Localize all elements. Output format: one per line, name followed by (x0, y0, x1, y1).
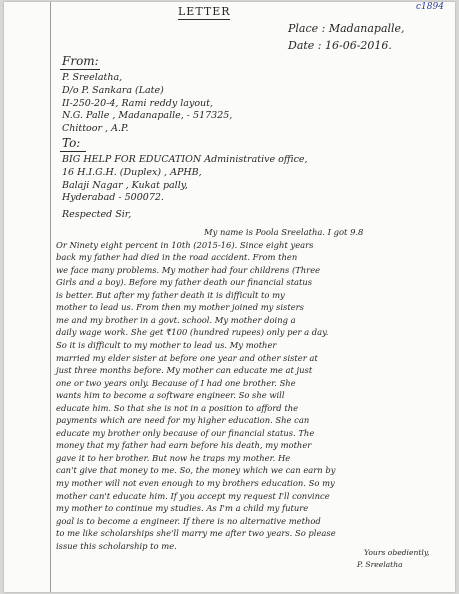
body-line: mother can't educate him. If you accept my request I'll convince (56, 490, 330, 501)
from-address-line: D/o P. Sankara (Late) (62, 84, 164, 96)
body-line: goal is to become a engineer. If there is no alternative method (56, 515, 321, 526)
body-line: My name is Poola Sreelatha. I got 9.8 (204, 227, 364, 237)
body-line: educate my brother only because of our financial status. The (56, 427, 315, 438)
to-address-line: Balaji Nagar , Kukat pally, (62, 179, 188, 191)
body-line: Or Ninety eight percent in 10th (2015-16). Since eight years (56, 239, 314, 250)
date-line: Date : 16-06-2016. (288, 39, 392, 52)
from-address-line: II-250-20-4, Rami reddy layout, (62, 97, 213, 109)
to-address-line: Hyderabad - 500072. (62, 192, 164, 204)
body-line: back my father had died in the road accident. From then (56, 252, 298, 263)
place-line: Place : Madanapalle, (288, 22, 405, 35)
salutation: Respected Sir, (62, 209, 132, 220)
body-line: money that my father had earn before his death, my mother (56, 440, 312, 451)
margin-line (50, 2, 51, 592)
signature: P. Sreelatha (357, 560, 403, 569)
from-address-line: Chittoor , A.P. (62, 123, 129, 135)
body-line: payments which are need for my higher education. She can (56, 415, 310, 426)
to-heading: To: (62, 136, 81, 150)
body-line: daily wage work. She get ₹100 (hundred rupees) only per a day. (56, 327, 329, 338)
body-line: my mother will not even enough to my brothers education. So my (56, 478, 335, 488)
body-line: issue this scholarship to me. (56, 540, 177, 551)
body-line: gave it to her brother. But now he traps my mother. He (56, 452, 291, 463)
body-line: just three months before. My mother can educate me at just (56, 365, 313, 376)
to-underline (60, 151, 86, 152)
to-address-line: BIG HELP FOR EDUCATION Administrative office, (62, 154, 308, 165)
letter-page (4, 2, 455, 592)
body-line: wants him to become a software engineer. So she will (56, 390, 285, 401)
body-line: can't give that money to me. So, the money which we can earn by (56, 465, 336, 476)
corner-annotation: c1894 (416, 2, 444, 12)
from-underline (60, 69, 100, 70)
body-line: one or two years only. Because of I had one brother. She (56, 377, 296, 388)
body-line: me and my brother in a govt. school. My mother doing a (56, 314, 296, 325)
from-heading: From: (62, 54, 99, 68)
letter-title: LETTER (178, 5, 231, 18)
body-line: Girls and a boy). Before my father death our financial status (56, 277, 313, 288)
from-address-line: P. Sreelatha, (62, 72, 123, 83)
body-line: educate him. So that she is not in a position to afford the (56, 402, 299, 413)
body-line: to me like scholarships she'll marry me after two years. So please (56, 528, 336, 539)
body-line: mother to lead us. From then my mother joined my sisters (56, 302, 304, 313)
body-line: is better. But after my father death it is difficult to my (56, 289, 285, 300)
body-line: my mother to continue my studies. As I'm a child my future (56, 503, 309, 514)
body-line: So it is difficult to my mother to lead us. My mother (56, 339, 277, 350)
title-underline (178, 19, 230, 20)
to-address-line: 16 H.I.G.H. (Duplex) , APHB, (62, 166, 202, 178)
body-line: married my elder sister at before one year and other sister at (56, 352, 318, 363)
closing: Yours obediently, (364, 548, 430, 557)
from-address-line: N.G. Palle , Madanapalle, - 517325, (62, 110, 233, 122)
body-line: we face many problems. My mother had four childrens (Three (56, 264, 321, 275)
